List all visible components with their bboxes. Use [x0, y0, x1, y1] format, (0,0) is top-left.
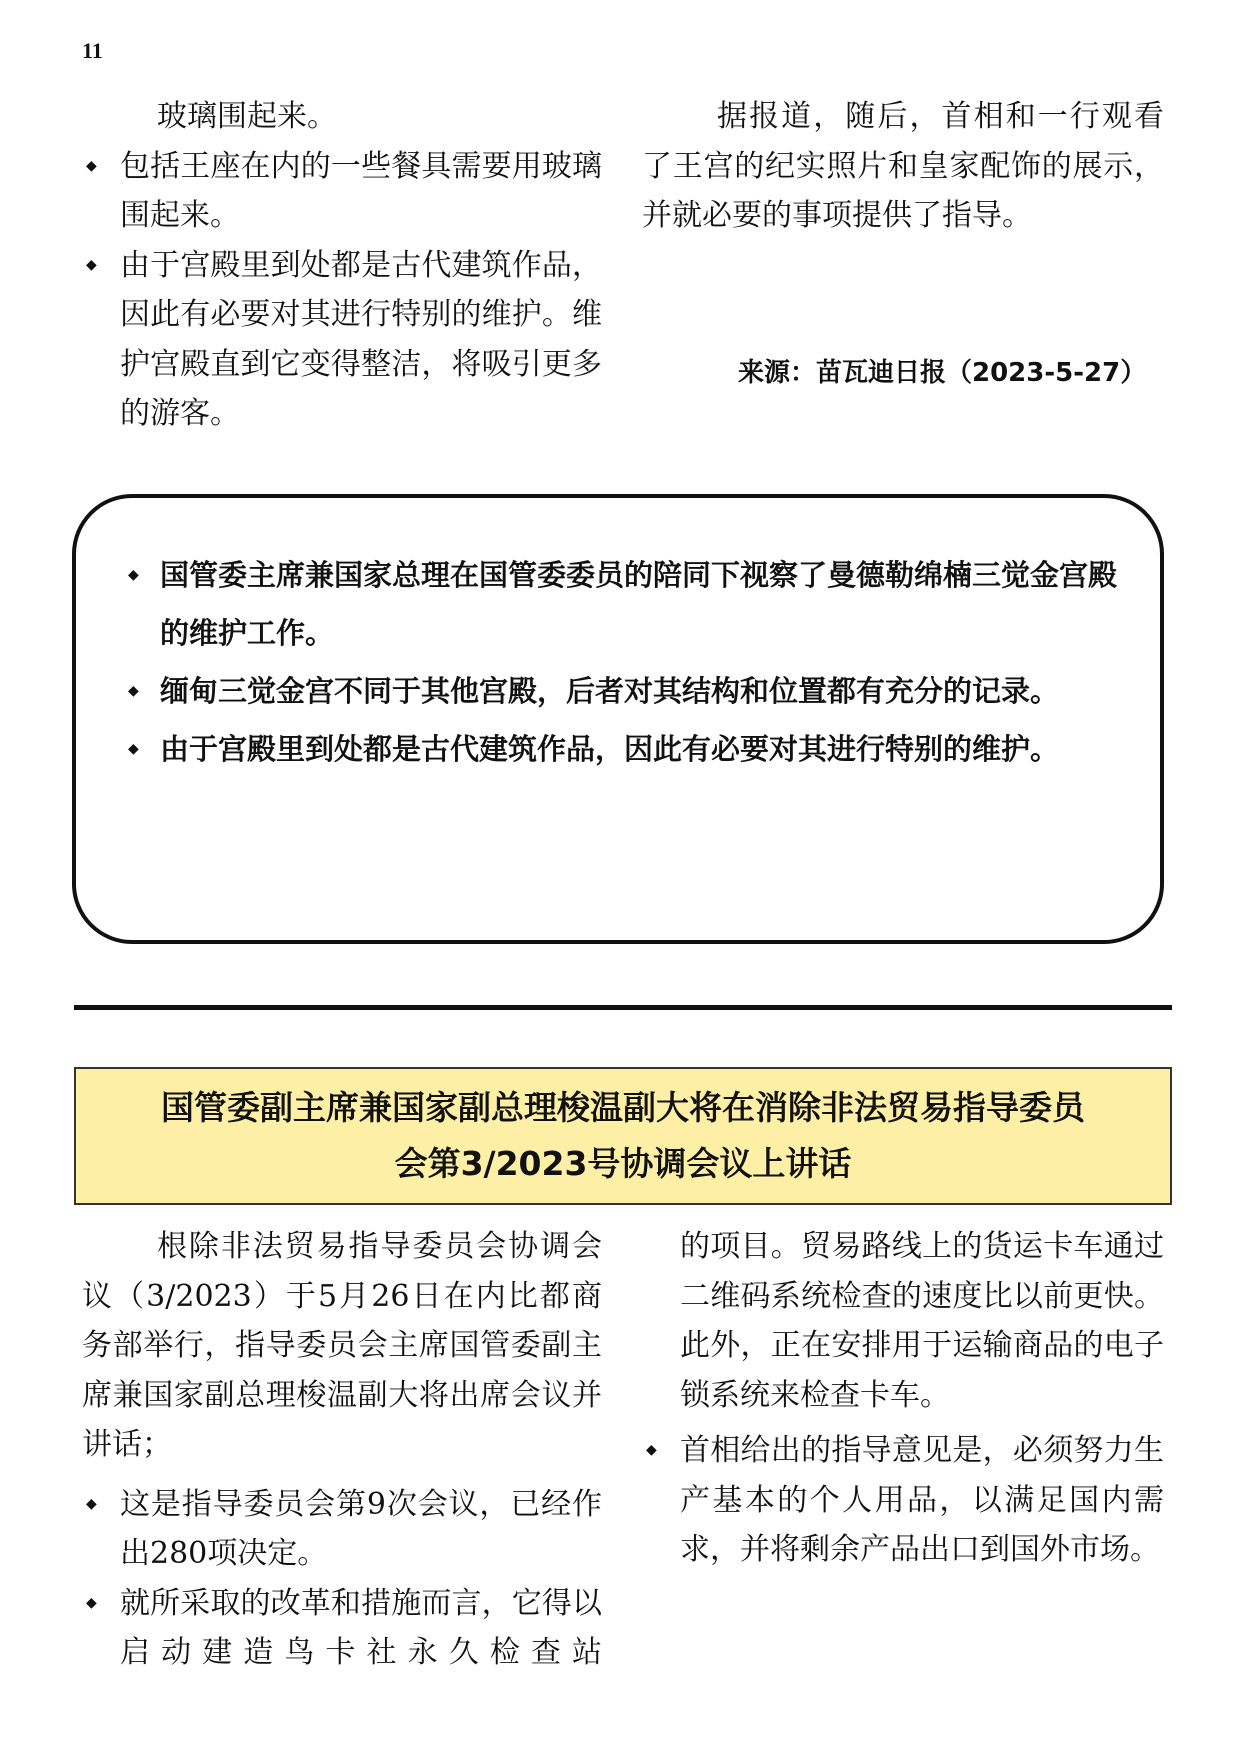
summary-box	[72, 494, 1164, 944]
list-item: ◆ 由于宫殿里到处都是古代建筑作品，因此有必要对其进行特别的维护。维护宫殿直到它变得整洁，将吸引更多的游客。	[82, 241, 602, 439]
section-divider	[74, 1005, 1172, 1010]
source-line: 来源：苗瓦迪日报（2023-5-27）	[738, 358, 1147, 388]
list-item: ◆ 首相给出的指导意见是，必须努力生产基本的个人用品，以满足国内需求，并将剩余产品出口到国外市场。	[642, 1426, 1164, 1575]
continuation-text: 玻璃围起来。	[157, 99, 337, 134]
bullet-icon: ◆	[86, 1495, 97, 1512]
bullet-list	[82, 1480, 602, 1678]
summary-item: ◆ 缅甸三觉金宫不同于其他宫殿，后者对其结构和位置都有充分的记录。	[130, 662, 1130, 720]
report-paragraph: 据报道，随后，首相和一行观看了王宫的纪实照片和皇家配饰的展示，并就必要的事项提供了指导。	[642, 99, 1164, 233]
bullet-icon: ◆	[86, 157, 97, 174]
summary-item: ◆ 由于宫殿里到处都是古代建筑作品，因此有必要对其进行特别的维护。	[130, 720, 1130, 778]
bullet-icon: ◆	[86, 1594, 97, 1611]
bullet-icon: ◆	[86, 256, 97, 273]
list-item: ◆ 这是指导委员会第9次会议，已经作出280项决定。	[82, 1480, 602, 1579]
bullet-icon: ◆	[128, 567, 139, 583]
bullet-list	[82, 142, 602, 439]
bullet-icon: ◆	[128, 683, 139, 699]
summary-list	[130, 546, 1130, 778]
list-item: ◆ 包括王座在内的一些餐具需要用玻璃围起来。	[82, 142, 602, 241]
bottom-left-column	[82, 1222, 602, 1678]
top-left-column	[82, 92, 602, 439]
continuation-text: 的项目。贸易路线上的货运卡车通过二维码系统检查的速度比以前更快。此外，正在安排用于运输商品的电子锁系统来检查卡车。	[680, 1229, 1164, 1413]
bullet-icon: ◆	[128, 741, 139, 757]
top-right-column	[642, 92, 1164, 241]
bullet-icon: ◆	[646, 1442, 657, 1458]
article-headline-box	[74, 1067, 1172, 1205]
summary-item: ◆ 国管委主席兼国家总理在国管委委员的陪同下视察了曼德勒绵楠三觉金宫殿的维护工作。	[130, 546, 1130, 662]
bottom-right-column	[642, 1222, 1164, 1575]
list-item: ◆ 就所采取的改革和措施而言，它得以启动建造鸟卡社永久检查站	[82, 1579, 602, 1678]
page-number: 11	[82, 38, 103, 63]
intro-paragraph: 根除非法贸易指导委员会协调会议（3/2023）于5月26日在内比都商务部举行，指导委员会主席国管委副主席兼国家副总理梭温副大将出席会议并讲话；	[82, 1229, 602, 1462]
bullet-list	[642, 1426, 1164, 1575]
article-headline: 国管委副主席兼国家副总理梭温副大将在消除非法贸易指导委员 会第3/2023号协调会议上讲话	[161, 1088, 1085, 1183]
